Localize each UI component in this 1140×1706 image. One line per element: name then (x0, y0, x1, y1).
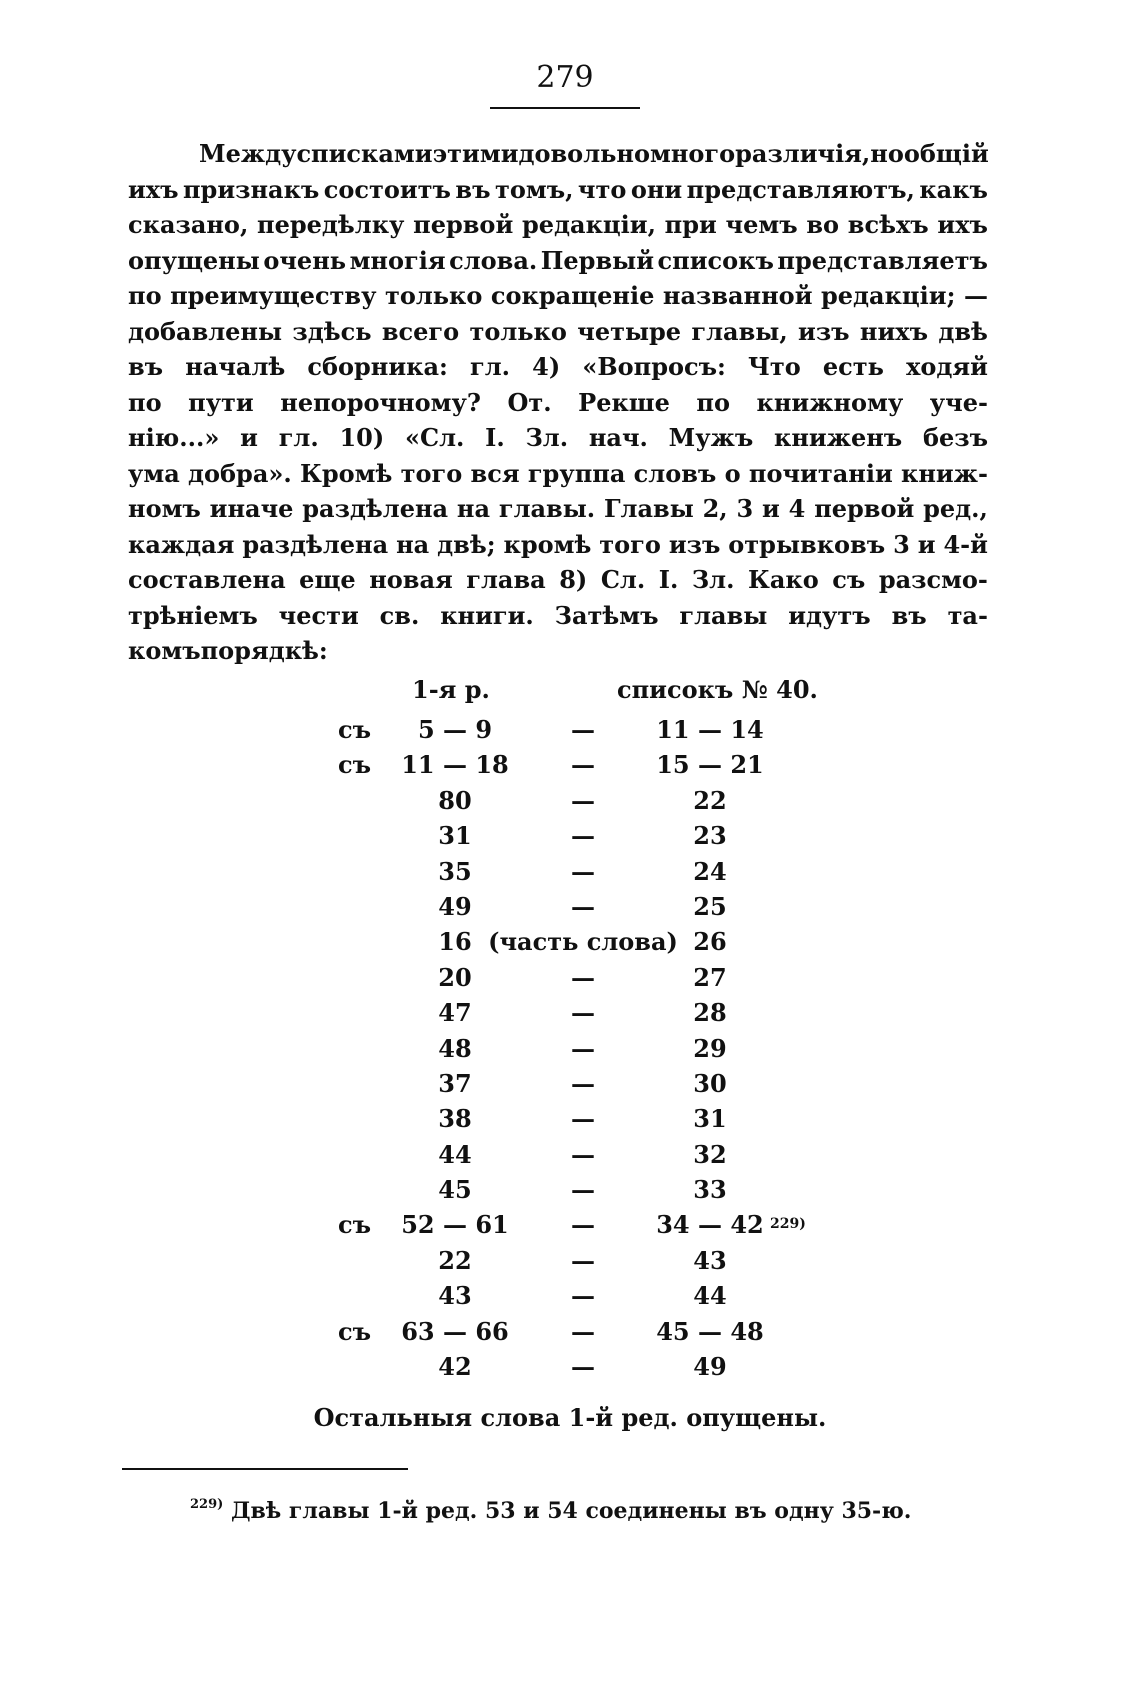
row-separator: — (571, 1352, 595, 1382)
first-redaction-chapters: 48 (438, 1033, 472, 1063)
row-separator: — (571, 962, 595, 992)
first-redaction-chapters: 5 — 9 (417, 715, 493, 744)
row-separator: — (571, 998, 595, 1028)
row-separator: — (571, 1104, 595, 1134)
paragraph-line: комъ порядкѣ: (128, 636, 328, 665)
first-redaction-chapters: 16 (438, 927, 472, 957)
table-row (0, 1349, 1140, 1384)
table-row (0, 1243, 1140, 1278)
row-separator: — (571, 1033, 595, 1063)
first-redaction-chapters: 35 (438, 856, 472, 886)
row-prefix: съ (338, 1316, 372, 1346)
paragraph-line: каждая раздѣлена на двѣ; кромѣ того изъ отрывковъ 3 и 4-й (128, 529, 988, 559)
list-40-chapters: 15 — 21 (656, 750, 764, 780)
list-40-chapters: 44 (693, 1281, 727, 1311)
list-40-chapters: 30 (693, 1068, 727, 1098)
list-40-chapters: 26 (693, 927, 727, 957)
chapter-correspondence-table (0, 712, 1140, 1384)
table-row (0, 1278, 1140, 1313)
closing-line: Остальныя слова 1-й ред. опущены. (313, 1403, 827, 1432)
table-row (0, 1101, 1140, 1136)
table-row (0, 712, 1140, 747)
footnote (190, 1488, 911, 1528)
first-redaction-chapters: 42 (438, 1352, 472, 1382)
list-40-chapters: 29 (693, 1033, 727, 1063)
paragraph-line: въ началѣ сборника: гл. 4) «Вопросъ: Что есть ходяй (128, 352, 988, 381)
paragraph-line: опущены очень многія слова. Первый списокъ представляетъ (128, 245, 988, 275)
row-separator: — (571, 1281, 595, 1311)
paragraph-line: сказано, передѣлку первой редакціи, при чемъ во всѣхъ ихъ (128, 210, 988, 239)
row-separator: — (571, 821, 595, 851)
first-redaction-chapters: 80 (438, 785, 472, 815)
paragraph-line: по преимуществу только сокращеніе названной редакціи; — (128, 281, 988, 310)
first-redaction-chapters: 37 (438, 1068, 472, 1098)
first-redaction-chapters: 20 (438, 962, 472, 992)
table-row (0, 1066, 1140, 1101)
footnote-reference: 229) (770, 1216, 806, 1233)
row-separator: — (571, 891, 595, 921)
list-40-chapters: 11 — 14 (656, 715, 764, 744)
row-separator: — (571, 856, 595, 886)
footnote-reference-wrapper (770, 1207, 806, 1247)
first-redaction-chapters: 11 — 18 (401, 750, 509, 780)
list-40-chapters: 28 (693, 998, 727, 1028)
first-redaction-chapters: 45 (438, 1175, 472, 1205)
first-redaction-chapters: 22 (438, 1245, 472, 1275)
table-row (0, 1172, 1140, 1207)
row-separator: — (571, 1139, 595, 1169)
list-40-chapters: 23 (693, 821, 727, 851)
table-row (0, 783, 1140, 818)
page-number: 279 (536, 60, 594, 95)
footnote-text: Двѣ главы 1-й ред. 53 и 54 соединены въ одну 35-ю. (223, 1498, 912, 1524)
list-40-chapters: 25 (693, 891, 727, 921)
list-40-chapters: 33 (693, 1175, 727, 1205)
page-number-rule (490, 107, 640, 109)
paragraph-line: номъ иначе раздѣлена на главы. Главы 2, 3 и 4 первой ред., (128, 494, 988, 523)
first-redaction-chapters: 38 (438, 1104, 472, 1134)
row-separator: — (571, 1245, 595, 1275)
row-separator: — (571, 785, 595, 815)
table-row (0, 747, 1140, 782)
table-row (0, 818, 1140, 853)
footnote-rule (122, 1468, 408, 1470)
body-paragraph (128, 136, 988, 669)
paragraph-line: ума добра». Кромѣ того вся группа словъ о почитаніи книж- (128, 458, 988, 488)
list-40-chapters: 49 (693, 1352, 727, 1382)
list-40-chapters: 22 (693, 785, 727, 815)
row-prefix: съ (338, 1210, 372, 1240)
paragraph-line: составлена еще новая глава 8) Сл. I. Зл. Како съ разсмо- (128, 565, 988, 594)
paragraph-line: Между списками этими довольно много различія, но общій (199, 139, 989, 168)
paragraph-line: нію...» и гл. 10) «Сл. I. Зл. нач. Мужъ книженъ безъ (128, 423, 988, 452)
row-separator: — (571, 715, 595, 744)
row-separator: (часть слова) (488, 927, 678, 957)
row-prefix: съ (338, 715, 372, 744)
list-40-chapters: 34 — 42 (656, 1210, 764, 1240)
table-row (0, 1137, 1140, 1172)
first-redaction-chapters: 31 (438, 821, 472, 851)
paragraph-line: трѣніемъ чести св. книги. Затѣмъ главы идутъ въ та- (128, 600, 988, 630)
paragraph-line: ихъ признакъ состоитъ въ томъ, что они представляютъ, какъ (128, 174, 988, 204)
table-row (0, 995, 1140, 1030)
row-separator: — (571, 1068, 595, 1098)
table-row (0, 960, 1140, 995)
footnote-marker: 229) (190, 1497, 224, 1512)
row-separator: — (571, 1316, 595, 1346)
table-row (0, 1207, 1140, 1242)
first-redaction-chapters: 44 (438, 1139, 472, 1169)
row-separator: — (571, 1175, 595, 1205)
first-redaction-chapters: 47 (438, 998, 472, 1028)
list-40-chapters: 32 (693, 1139, 727, 1169)
list-40-chapters: 43 (693, 1245, 727, 1275)
list-40-chapters: 31 (693, 1104, 727, 1134)
table-row (0, 889, 1140, 924)
first-redaction-chapters: 43 (438, 1281, 472, 1311)
first-redaction-chapters: 63 — 66 (401, 1316, 509, 1346)
list-40-chapters: 27 (693, 962, 727, 992)
table-header-list-40: списокъ № 40. (617, 675, 818, 704)
paragraph-line: добавлены здѣсь всего только четыре главы, изъ нихъ двѣ (128, 316, 988, 346)
table-row (0, 924, 1140, 959)
row-separator: — (571, 750, 595, 780)
first-redaction-chapters: 49 (438, 891, 472, 921)
table-row (0, 1031, 1140, 1066)
table-row (0, 1314, 1140, 1349)
first-redaction-chapters: 52 — 61 (401, 1210, 509, 1240)
table-row (0, 854, 1140, 889)
table-header-first-redaction: 1-я р. (412, 675, 490, 704)
paragraph-line: по пути непорочному? От. Рекше по книжному уче- (128, 387, 988, 417)
list-40-chapters: 24 (693, 856, 727, 886)
list-40-chapters: 45 — 48 (656, 1316, 764, 1346)
row-separator: — (571, 1210, 595, 1240)
row-prefix: съ (338, 750, 372, 780)
